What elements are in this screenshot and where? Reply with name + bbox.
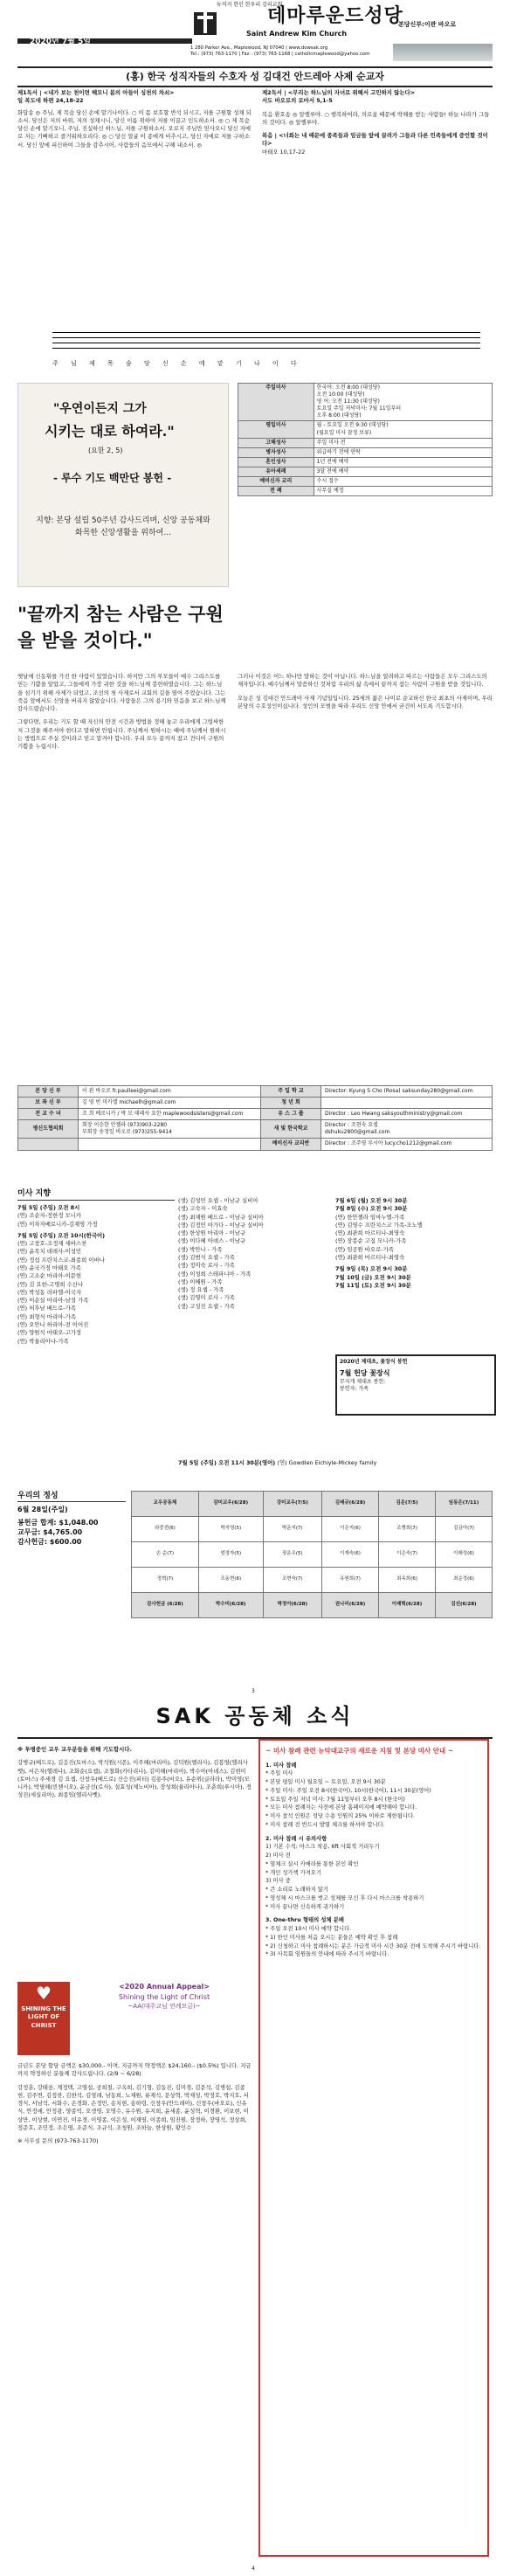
- intentions-sub-sat: 7월 11일 (토) 오전 9시 30분: [335, 1281, 411, 1289]
- intentions-heading: 미사 지향: [17, 1188, 175, 1201]
- staff-label: 보 좌 신 부: [18, 1098, 79, 1109]
- duty-cell: 이재숙(6): [322, 1542, 379, 1568]
- mass-row-label: 주일미사: [238, 384, 314, 421]
- mass-row-label: 유아세례: [238, 467, 314, 476]
- duty-header-cell: 교우공동체: [132, 1492, 199, 1517]
- mass-row-label: 혼인성사: [238, 457, 314, 467]
- duty-cell: 라중전(6): [132, 1517, 199, 1542]
- bulletin-date: 2020년 7월 5일: [30, 38, 91, 46]
- duty-cell: 엄정자(5): [198, 1542, 263, 1568]
- staff-row: [18, 1098, 493, 1109]
- duty-roster-table: [131, 1491, 493, 1618]
- intentions-list-8am: (연) 조순자-정한정 모니카 (연) 이차자베로니카-김재영 가정: [17, 1212, 98, 1228]
- duty-cell: 박지영(5): [198, 1517, 263, 1542]
- gospel-ref: 마태오 10,17-22: [262, 148, 306, 156]
- staff-value: 조 희 베로니카 / 박 모 데레사 요한 maplewoodsisters@gmail.com: [79, 1109, 261, 1120]
- staff-row: [18, 1139, 493, 1150]
- staff-value: Director : 조현숙 요셉 dshuku2800@gmail.com: [321, 1120, 493, 1139]
- duty-cell: 손 순(7): [132, 1542, 199, 1568]
- staff-directory: [17, 1085, 493, 1151]
- mass-row-value: 수시 접수: [314, 477, 492, 487]
- offering-heading: 우리의 정성: [17, 1491, 126, 1502]
- covid-section-3: * 주일 오전 10시 미사 예약 합니다. * 1) 한인 미사를 처음 오시는 분들은 예약 확인 후 참례 * 2) 신청하고 미사 참례하시는 분은 가급적 미사 시간 30분 전에 도착해 주시기 바랍니다. * 3) 사목회 임원들의 안내에 따라 주시기 바랍니다.: [265, 1926, 481, 1958]
- intentions-sub-thu: 7월 9일 (목) 오전 9시 30분: [335, 1265, 408, 1273]
- music-lyrics: 주 님 제 목 숨 당 신 손 에 맡 기 나 이 다: [52, 360, 302, 367]
- staff-value: Director : Leo Hwang saksyouthministry@gmail.com: [321, 1109, 493, 1120]
- heart-icon: ♥: [36, 1983, 52, 2004]
- duty-foot-cell: 권나리(6/28): [322, 1593, 379, 1618]
- calligraphy-line2: 시키는 대로 하여라.": [45, 423, 175, 440]
- mass-row-value: 3달 전에 예약: [314, 467, 492, 476]
- mass-row: [238, 467, 493, 476]
- duty-cell: 정혁(7): [132, 1568, 199, 1593]
- calligraphy-line4: - 루수 기도 백만단 봉헌 -: [53, 472, 172, 484]
- covid-section-1: * 주일 미사 * 본당 평일 미사 월요일 ~ 토요일, 오전 9시 30분 * 주일 미사: 주일 오전 8시(한국어), 10시(한국어), 11시 30분(영어) * 토요일 주일 저녁 미사: 7월 11일부터 오후 8시 (한국어) * 모든 미사 참례자는 사전에 본당 홈페이지에 예약해야 합니다. * 미사 참석 인원은 성당 수용 인원의 25% 이하로 제한됩니다. * 미사 참례 전 반드시 발열 체크를 하셔야 합니다.: [265, 1770, 431, 1828]
- offering-line: 교무금: $4,765.00: [17, 1527, 83, 1536]
- candle-offering-text: 2020년 제대초, 꽃장식 봉헌: [340, 1359, 408, 1365]
- donor-list: 강정훈, 강태웅, 계정택, 고영섭, 공희철, 구옥희, 김기형, 김동진, 김미경, 김문석, 김병섭, 김종헌, 김주연, 김정찬, 김한석, 김영래, 남동희, 노재원, 류재석, 문상혁, 박재성, 박정호, 박지호, 서경식, 서남석, 서화수, 손경화, 손정민, 송치현, 송하령, 신창우(안드레아), 신창우(바오로), 신유식, 안정애, 안정광, 양종익, 오생영, 오명수, 유수원, 유지희, 윤세종, 윤성혁, 이경환, 이보현, 이상만, 이상현, 이연진, 이유경, 이영종, 이은성, 이재영, 이종희, 임진원, 장정하, 장영석, 정상희, 정준호, 조민정, 조은영, 조준식, 조규석, 조청원, 조하늘, 한상원, 황인수: [17, 2083, 249, 2131]
- staff-label: 예비신자 교리반: [261, 1139, 321, 1150]
- church-address: 1 280 Parker Ave., Maplewood, NJ 07040 | www.dowsak.org Tel : (973) 763-1170 | Fax : (973) 763-1168 | catholicmaplewood@yahoo.com: [190, 45, 370, 57]
- mass-row: [238, 457, 493, 467]
- mass-row: [238, 477, 493, 487]
- staff-row: [18, 1120, 493, 1139]
- staff-row: [18, 1109, 493, 1120]
- duty-cell: 최옥희(6): [379, 1568, 436, 1593]
- gospel-head: 복음 | <너희는 내 때문에 종족들과 임금들 앞에 끌려가 그들과 다른 민족들에게 증언할 것이다>: [262, 132, 488, 148]
- intentions-sub-fri: 7월 10일 (금) 오전 9시 30분: [335, 1273, 411, 1281]
- staff-value: [321, 1098, 493, 1109]
- psalm-music: [17, 325, 493, 372]
- sak-news-title: SAK 공동체 소식: [17, 1702, 493, 1739]
- appeal-title: <2020 Annual Appeal>: [119, 1983, 210, 1991]
- duty-header-cell: 강미교우(7/5): [263, 1492, 321, 1517]
- readings-left: [17, 89, 252, 149]
- mass-row: [238, 421, 493, 438]
- appeal-body: 금년도 본당 할당 금액은 $30,000.- 이며, 지금까지 약정액은 $24,160.- ($0.5%) 입니다. 지금까지 약정하신 분들께 감사드립니다. (2/9 ~ 6/28) 강정훈, 강태웅, 계정택, 고영섭, 공희철, 구옥희, 김기형, 김동진, 김미경, 김문석, 김병섭, 김종헌, 김주연, 김정찬, 김한석, 김영래, 남동희, 노재원, 류재석, 문상혁, 박재성, 박정호, 박지호, 서경식, 서남석, 서화수, 손경화, 손정민, 송치현, 송하령, 신창우(안드레아), 신창우(바오로), 신유식, 안정애, 안정광, 양종익, 오생영, 오명수, 유수원, 유지희, 윤세종, 윤성혁, 이경환, 이보현, 이상만, 이상현, 이연진, 이유경, 이영종, 이은성, 이재영, 이종희, 임진원, 장정하, 장영석, 정상희, 정준호, 조민정, 조은영, 조준식, 조규석, 조청원, 조하늘, 한상원, 황인수 ※ 사무실 문의 (973-763-1170): [17, 2062, 252, 2145]
- staff-label: 주 일 학 교: [261, 1086, 321, 1098]
- covid-guideline-box: [258, 1739, 489, 2557]
- duty-foot-cell: 박수미(6/28): [198, 1593, 263, 1618]
- duty-cell: 조병희(7): [379, 1517, 436, 1542]
- gospel-acclamation: 복음 환호송 ◎ 알렐루야. ○ 행복하여라, 의로움 때문에 박해를 받는 사람들! 하늘 나라가 그들의 것이다. ◎ 알렐루야.: [262, 110, 490, 126]
- mass-row: [238, 487, 493, 496]
- staff-value: 김 영 빈 미카엘 michaelh@gmail.com: [79, 1098, 261, 1109]
- duty-row: [132, 1517, 493, 1542]
- mass-row-label: 평일미사: [238, 421, 314, 438]
- calligraphy-intention: 지향: 본당 설립 50주년 감사드리며, 신앙 공동체와 화목한 신앙생활을 위하여...: [36, 516, 210, 538]
- staff-label: 청 년 회: [261, 1098, 321, 1109]
- staff-label: 전 교 수 녀: [18, 1109, 79, 1120]
- flower-title: 7월 헌당 꽃장식: [340, 1369, 390, 1378]
- covid-section-3-head: 3. One-thru 형태의 성체 분배: [265, 1917, 344, 1924]
- intentions-list-10am: (연) 고창호-조정재 세바스찬 (연) 윤목치 데레사-이성민 (연) 정섭 프란치스코-최종희 이바나 (연) 윤국가정 마태오 가족 (연) 고소순 마리아-이문헌 (연) 김 요한-고명희 수산나 (연) 박성동 라파엘-이국자 (연) 이순실 마리아-남성 가족 (연) 허후남 베드로-가족 (연) 최형식 마리아-가족 (연) 오안나 하리아-전 이어진 (연) 양원식 마태오-고가정 (연) 박율리아나-가족: [17, 1240, 105, 1345]
- mass-row-label: 전 례: [238, 487, 314, 496]
- duty-cell: 유원희(7): [322, 1568, 379, 1593]
- mass-row-label: 병자성사: [238, 447, 314, 457]
- gospel-quote: "끝까지 참는 사람은 구원을 받을 것이다.": [17, 603, 224, 652]
- duty-foot-cell: 이래혁(6/28): [379, 1593, 436, 1618]
- staff-value: Director : 조주영 루시아 lucy.cho1212@gmail.com: [321, 1139, 493, 1150]
- duty-cell: 조동현(6): [198, 1568, 263, 1593]
- offering-date: 6월 28일(주일): [17, 1506, 68, 1514]
- second-reading-head: 제2독서 | <무리는 하느님의 자녀로 위해서 고민하지 않는다>: [262, 89, 416, 96]
- duty-cell: 장운우(5): [263, 1542, 321, 1568]
- covid-title: ~ 미사 참례 관련 뉴악대교구의 새로운 지침 및 본당 미사 안내 ~: [265, 1747, 454, 1755]
- mass-row-value: 월 - 토요일 오전 9:30 (대성당) (월요일 미사 잠정 보류): [314, 421, 492, 438]
- offering-box: [17, 1491, 126, 1547]
- homily-para-2: 그렇다면, 우리는 기도 할 때 자신의 안전 시간과 방법을 정해 놓고 우리에게 그럴싸한 저 그것을 해주셔야 한다고 말하면 안됩니다. 주님께서 원하시는 때에 주님께서 원하시는 방법으로 주실 것이라고 믿고 맡겨야 합니다. 우리 모두 끝까지 참고 견디어 구원의 기쁨을 누립시다.: [17, 718, 226, 751]
- staff-value: 회장 이승한 안젤라 (973)903-2280 부회장 송정일 바오로 (973)255-9414: [79, 1120, 261, 1139]
- appeal-subtitle-ko: ~AA(대주교님 연례모금)~: [128, 2003, 201, 2011]
- page-number-3: 3: [252, 1688, 255, 1694]
- feast-title: (홍) 한국 성직자들의 수호자 성 김대건 안드레아 사제 순교자: [17, 66, 493, 87]
- mass-row: [238, 447, 493, 457]
- prayer-section: [17, 1746, 252, 1800]
- office-contact: ※ 사무실 문의 (973-763-1170): [17, 2137, 99, 2145]
- mass-row: [238, 438, 493, 447]
- intentions-sub-10am: 7월 5일 (주일) 오전 10시(한국어): [17, 1231, 106, 1239]
- intentions-sub-mon: 7월 6일 (월) 오전 9시 30분: [335, 1197, 408, 1204]
- duty-cell: 이은숙(7): [379, 1542, 436, 1568]
- mass-schedule-table: [238, 383, 493, 496]
- homily-para-3: 그러나 이것은 어느 하나만 말하는 것이 아닙니다. 하느님을 알려하고 따르는 사람들은 모두 그리스도의 제자입니다. 예수님께서 말씀하신 것처럼 우리의 삶 속에서 끝까지 참는 사람이 구원을 받을 것입니다.: [238, 673, 487, 689]
- duty-foot-cell: 감사헌금 (6/28): [132, 1593, 199, 1618]
- prayer-names: 강병규(베드로), 김응진(토마스), 박석원(시몬), 이주해(마리아), 김덕원(멜리사), 김봉영(엘리사벳), 서은자(헬레나), 조화순(요셉), 조철화(카타리나), 김미해(마리아), 박수아(아녜스), 김현미(토마스) 주세경 김 요셉, 신창우(베드로) 신승진(피터) 김용주(비오), 유순위(글라라), 박미영(모니카), 박필해(빈첸시오), 윤금선(로사), 설효성(제노비아), 장성희(율리아나), 조춘희(루시아), 정성진(세실리아), 최종임(엘리사벳).: [17, 1759, 252, 1799]
- mass-row-value: 위급하기 전에 연락: [314, 447, 492, 457]
- mass-row: [238, 384, 493, 421]
- psalm-text: 화답송 ◎ 주님, 제 목숨 당신 손에 맡기나이다. ○ 이 몸 보호할 반석 되시고, 저를 구원할 성채 되소서. 당신은 저의 바위, 저의 성채시니, 당신 이름 위하여 저를 이끌고 인도하소서. ◎ ○ 제 목숨 당신 손에 맡기오니, 주님, 진실하신 하느님, 저를 구원하소서. 오로지 주님만 믿사오니 당신 자애로 저는 기뻐하고 즐거워하오리다. ◎ ○ 당신 얼굴 이 종에게 비추시고, 당신 자애로 저를 구하소서. 당신 앞에 피신하여 그들을 감추시어, 사람들의 음모에서 구해 내소서. ◎: [17, 108, 252, 149]
- intentions-col-2: [178, 1197, 332, 1311]
- staff-value: 이 관 바오로 fr.paulleei@gmail.com: [79, 1086, 261, 1098]
- prayer-heading: ※ 투병중인 교우 교우분들을 위해 기도합시다.: [17, 1746, 132, 1753]
- staff-label: 유 스 그 룹: [261, 1109, 321, 1120]
- duty-row: [132, 1568, 493, 1593]
- covid-section-2-head: 2. 미사 참례 시 유의사항: [265, 1835, 327, 1842]
- duty-cell: 최순정(6): [435, 1568, 492, 1593]
- page-number-4: 4: [252, 2566, 255, 2572]
- homily-para-4: 오늘은 성 김대건 안드레아 사제 기념일입니다. 25세의 젊은 나이로 순교하신 한국 최초의 사제이며, 우리 본당의 수호성인이십니다. 성인의 모범을 따라 우리도 신앙 안에서 굳건히 서도록 기도합시다.: [238, 694, 493, 710]
- staff-label: 평신도협의회: [18, 1120, 79, 1139]
- duty-cell: 김금아(7): [435, 1517, 492, 1542]
- offering-line: 봉헌금 합계: $1,048.00: [17, 1518, 99, 1527]
- flower-text: 무지개 제대초 봉헌: 봉헌자: 가족: [340, 1378, 386, 1392]
- mass-row-label: 예비신자 교리: [238, 477, 314, 487]
- mass-row-value: 주일 미사 전: [314, 438, 492, 447]
- staff-label: [18, 1139, 79, 1150]
- calligraphy-card: [17, 383, 229, 587]
- duty-cell: 이은지(6): [322, 1517, 379, 1542]
- intentions-sub-8am: 7월 5일 (주일) 오전 8시: [17, 1204, 80, 1212]
- intentions-list-living: (생) 김성민 요셉 - 이남규 실비아 (생) 고숙자 - 이효숙 (생) 최재원 베드로 - 이남규 실비아 (생) 김정민 아가다 - 이남규 실비아 (생) 한상원 마리아 - 이남규 (생) 이다혜 아녜스 - 이남규 (생) 박안나 - 가족 (생) 김범식 요셉 - 가족 (생) 정미숙 로사 - 가족 (생) 이성희 스테파니아 - 가족 (생) 이혜원 - 가족 (생) 정 요셉 - 가족 (생) 김영미 로사 - 가족 (생) 고성진 요셉 - 가족: [178, 1197, 264, 1310]
- homily-para-1: 옛날에 신동휘를 가진 한 사람이 있었습니다. 하지만 그의 부모들이 예수 그리스도를 믿는 기쁨을 알았고, 그들에게 가장 귀한 것을 하느님께 봉헌하였습니다. 그는 하느님을 섬기기 위해 사제가 되었고, 조선의 첫 사제로서 교회의 길을 열어 주었습니다. 그는 죽음 앞에서도 신앙을 버리지 않았습니다. 사람들은 그의 용기와 믿음을 보고 하느님께 감사드렸습니다.: [17, 673, 226, 713]
- homily-left: [17, 673, 227, 751]
- duty-header-row: [132, 1492, 493, 1517]
- music-staff: [52, 332, 480, 353]
- english-mass-intention: 7월 5일 (주일) 오전 11시 30분(영어) (연) Gowdlen Eichiyle-Mickey family: [178, 1459, 377, 1466]
- duty-header-cell: 감미교우(6/28): [198, 1492, 263, 1517]
- staff-label: 본 당 신 부: [18, 1086, 79, 1098]
- pastor-line: 본당신부:이관 바오로: [398, 21, 457, 28]
- duty-foot-row: [132, 1593, 493, 1618]
- duty-header-cell: 임동은(7/11): [435, 1492, 492, 1517]
- intentions-sub-wed: 7월 8일 (수) 오전 9시 30분: [335, 1205, 408, 1213]
- duty-cell: 박운지(7): [263, 1517, 321, 1542]
- staff-value: Director: Kyung S Cho (Rosa) saksunday280@gmail.com: [321, 1086, 493, 1098]
- duty-cell: 조현숙(7): [263, 1568, 321, 1593]
- calligraphy-line1: "우연이든지 그가: [53, 402, 147, 416]
- covid-section-1-head: 1. 미사 참례: [265, 1762, 297, 1769]
- calligraphy-ref: (요한 2, 5): [88, 447, 123, 454]
- offering-line: 감사헌금: $600.00: [17, 1537, 82, 1546]
- appeal-logo: ♥ SHINING THE LIGHT OF CHRIST: [17, 1982, 70, 2055]
- duty-foot-cell: 김선(6/28): [435, 1593, 492, 1618]
- covid-section-2: 1) 기본 수칙: 마스크 착용, 6ft 사회적 거리두기 2) 미사 전 * 열체크 실시 카메라를 통한 본인 확인 * 개인 성가책 가져오기 3) 미사 중 * 큰 소리로 노래하지 않기 * 영성체 시 마스크를 벗고 성체를 모신 후 다시 마스크를 착용하기 * 미사 끝나면 신속하게 귀가하기: [265, 1844, 424, 1910]
- intentions-col-3: [335, 1197, 493, 1290]
- intentions-list-weekday: (연) 한안젤라 임마누엘-가족 (연) 김영수 프란치스코 가족-조노엘 (연) 최관희 마르티나-최영숙 (연) 장봉순 고집 모니카-가족 (연) 임공원 바오로-가족 (연) 최관희 마르티나-최영숙: [335, 1213, 423, 1261]
- duty-row: [132, 1542, 493, 1568]
- church-photo: [393, 44, 493, 61]
- first-reading-ref: 일 복도대 하편 24,18-22: [17, 97, 84, 105]
- first-reading-head: 제1독서 | <내가 보는 천이면 헤모니 몸의 아들이 싱천의 차쇠>: [17, 89, 175, 96]
- appeal-subtitle: Shining the Light of Christ: [118, 1992, 210, 2001]
- duty-header-cell: 김운(7/5): [379, 1492, 436, 1517]
- header: [17, 0, 493, 63]
- annual-appeal: [77, 1982, 252, 2011]
- church-name-english: Saint Andrew Kim Church: [246, 30, 348, 38]
- second-reading-ref: 서도 바오로의 로마서 5,1-5: [262, 97, 333, 105]
- staff-label: 새 빛 한국학교: [261, 1120, 321, 1139]
- intentions-col-1: [17, 1188, 175, 1346]
- mass-row-value: 1년 전에 예약: [314, 457, 492, 467]
- church-name-korean: 데마루운드성당: [267, 5, 403, 27]
- church-tagline: 뉴저지 한인 한우리 감리교회: [217, 2, 283, 8]
- mass-row-value: 사무실 예정: [314, 487, 492, 496]
- duty-foot-cell: 박정아(6/28): [263, 1593, 321, 1618]
- flower-notice: [335, 1354, 496, 1416]
- duty-cell: 이래성(6): [435, 1542, 492, 1568]
- readings-right: [262, 89, 493, 156]
- duty-header-cell: 김태규(6/28): [322, 1492, 379, 1517]
- staff-value: [79, 1139, 261, 1150]
- homily-right: [238, 673, 493, 710]
- mass-row-label: 고해성사: [238, 438, 314, 447]
- staff-row: [18, 1086, 493, 1098]
- mass-row-value: 한국어: 오전 8:00 (대성당) 오전 10:00 (대성당) 영 어: 오전 11:30 (대성당) 토요일 주일 저녁미사: 7월 11일부터 오후 8:00 (대성당): [314, 384, 492, 421]
